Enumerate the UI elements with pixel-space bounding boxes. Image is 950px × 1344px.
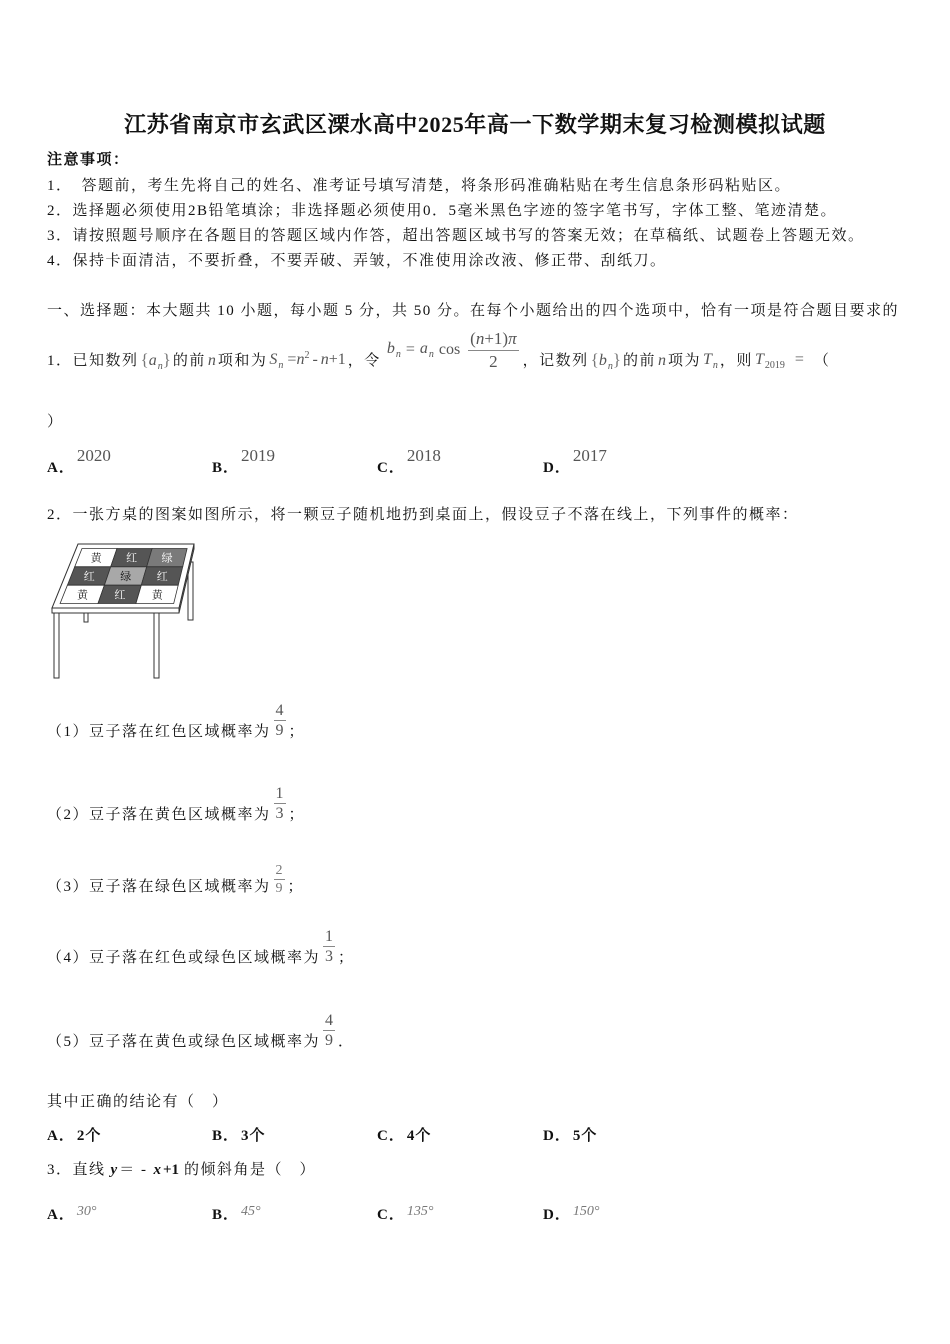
question-1-text-8: ，则	[719, 353, 753, 369]
option-value: 4个	[406, 1128, 432, 1144]
statement-prefix: （5）	[47, 1034, 90, 1050]
sequence-b-subscript: n	[607, 360, 613, 372]
sum-expression	[287, 350, 345, 372]
equation-equals-minus: ＝ -	[119, 1162, 148, 1178]
right-brace: }	[162, 349, 171, 369]
sequence-a-base: a	[148, 351, 157, 369]
exam-title: 江苏省南京市玄武区溧水高中2025年高一下数学期末复习检测模拟试题	[124, 112, 826, 137]
option-value: 2个	[76, 1128, 102, 1144]
fraction-denominator: 3	[325, 947, 334, 965]
a-n-term	[420, 339, 434, 361]
t-2019-term	[755, 350, 804, 372]
variable-x: x	[153, 1162, 161, 1178]
question-2-options	[0, 1126, 950, 1146]
statement-2	[47, 784, 306, 825]
notice-item-3: 3．请按照题号顺序在各题目的答题区域内作答，超出答题区域书写的答案无效；在草稿纸、试题卷上答题无效。	[47, 228, 865, 244]
option-value: 135°	[406, 1204, 434, 1219]
fraction-numerator: 1	[325, 927, 334, 945]
question-3-text-1: 直线	[72, 1162, 106, 1178]
option-value: 3个	[241, 1128, 266, 1144]
option-label: A．	[47, 1207, 75, 1223]
table-cell-label: 红	[83, 571, 95, 583]
fraction-denominator: 2	[489, 351, 498, 371]
option-label: C．	[377, 1128, 405, 1144]
t-2019-base: T	[754, 351, 764, 368]
square-table-figure	[47, 540, 207, 685]
sequence-b-notation	[591, 350, 621, 373]
b-subscript: n	[395, 349, 401, 360]
table-cell-label: 绿	[161, 552, 173, 565]
option-label: C．	[377, 1207, 405, 1223]
table-cell-label: 红	[156, 571, 168, 583]
q2-option-c[interactable]	[377, 1126, 431, 1146]
q3-option-a[interactable]	[47, 1205, 96, 1226]
right-brace: }	[612, 349, 621, 369]
fraction-denominator: 9	[325, 1031, 334, 1049]
option-value: 2018	[406, 446, 441, 465]
question-1-text-7: 项为	[668, 353, 702, 369]
section-1-heading: 一、选择题：本大题共 10 小题，每小题 5 分，共 50 分。在每个小题给出的四个选项中，恰有一项是符合题目要求的	[47, 303, 900, 319]
statement-text: 豆子落在黄色区域概率为	[89, 807, 271, 823]
expr-exponent: 2	[304, 350, 310, 361]
option-value: 2019	[241, 446, 276, 465]
fraction-denominator: 3	[275, 804, 284, 822]
statement-3	[47, 862, 305, 897]
statement-1	[47, 701, 306, 742]
statement-prefix: （3）	[47, 879, 90, 895]
num-open-paren: (	[470, 328, 476, 348]
answer-close-paren: ）	[47, 414, 64, 430]
question-2-conclusion: 其中正确的结论有（ ）	[47, 1094, 229, 1110]
option-label: B．	[212, 1128, 240, 1144]
fraction-numerator: 4	[325, 1011, 334, 1029]
expr-rest: +1	[328, 351, 346, 368]
question-1-stem	[47, 328, 831, 372]
notice-item-1: 1． 答题前，考生先将自己的姓名、准考证号填写清楚，将条形码准确粘贴在考生信息条形码粘贴区。	[47, 178, 792, 194]
variable-y: y	[110, 1162, 118, 1178]
b-n-definition	[385, 329, 519, 372]
option-value: 2017	[572, 446, 607, 465]
fraction-denominator: 9	[275, 721, 284, 739]
notice-item-2: 2．选择题必须使用2B铅笔填涂；非选择题必须使用0．5毫米黑色字迹的签字笔书写，字体工整、笔迹清楚。	[47, 203, 838, 219]
question-1-number: 1．	[47, 353, 73, 369]
statement-end: ；	[338, 950, 355, 966]
option-label: A．	[47, 1128, 75, 1144]
expr-n: n	[296, 351, 305, 368]
t-2019-equals: =	[794, 351, 804, 368]
fraction-numerator: 2	[275, 862, 283, 878]
option-label: C．	[377, 460, 405, 476]
b-base: b	[386, 340, 395, 357]
variable-n: n	[207, 352, 216, 369]
question-1-options	[0, 446, 950, 477]
question-1-text-1: 已知数列	[72, 353, 139, 369]
question-1-text-4: ，令	[347, 353, 381, 369]
question-1-text-5: ，记数列	[522, 353, 589, 369]
question-1-text-2: 的前	[172, 353, 206, 369]
b-def-equals: =	[405, 341, 415, 358]
b-n-term	[387, 339, 401, 361]
left-brace: {	[590, 349, 599, 369]
variable-n-2: n	[658, 352, 666, 369]
q2-option-b[interactable]	[212, 1126, 266, 1146]
sum-t-n	[703, 350, 718, 372]
option-label: D．	[543, 460, 571, 476]
notice-heading: 注意事项：	[47, 152, 130, 168]
sum-t-subscript: n	[712, 360, 718, 371]
q1-option-b[interactable]	[212, 446, 276, 478]
q2-option-a[interactable]	[47, 1126, 101, 1146]
q3-option-d[interactable]	[543, 1205, 599, 1226]
table-cell-label: 绿	[120, 571, 132, 583]
option-label: D．	[543, 1207, 571, 1223]
option-value: 45°	[241, 1204, 261, 1219]
option-label: D．	[543, 1128, 571, 1144]
statement-5	[47, 1011, 355, 1052]
table-top-grid	[60, 549, 187, 604]
question-2-text: 一张方桌的图案如图所示，将一颗豆子随机地扔到桌面上，假设豆子不落在线上，下列事件的概率：	[72, 507, 799, 523]
question-3-text-2: 的倾斜角是（ ）	[184, 1162, 317, 1178]
q1-option-c[interactable]	[377, 446, 441, 478]
probability-fraction	[323, 928, 335, 965]
q3-option-b[interactable]	[212, 1205, 261, 1226]
question-2-stem	[47, 505, 799, 525]
fraction-numerator	[468, 329, 518, 351]
num-pi: π	[508, 328, 517, 348]
table-cell-label: 黄	[151, 589, 163, 602]
statement-prefix: （4）	[47, 950, 90, 966]
table-cell-label: 红	[126, 552, 138, 565]
option-value: 2020	[76, 446, 111, 465]
answer-open-paren: （	[813, 353, 831, 369]
sequence-a-subscript: n	[157, 360, 163, 372]
table-front-edge	[52, 608, 179, 613]
sum-t-base: T	[703, 351, 712, 368]
probability-fraction	[274, 863, 285, 896]
question-3-options	[0, 1205, 950, 1225]
fraction-denominator: 9	[275, 880, 283, 896]
statement-text: 豆子落在红色或绿色区域概率为	[89, 950, 321, 966]
statement-text: 豆子落在黄色或绿色区域概率为	[89, 1034, 321, 1050]
sum-s-subscript: n	[278, 360, 284, 371]
option-label: B．	[212, 460, 240, 476]
statement-end: ；	[287, 879, 305, 895]
statement-prefix: （1）	[47, 724, 90, 740]
equals-sign: =	[287, 351, 297, 368]
question-1-text-6: 的前	[622, 353, 656, 369]
t-2019-subscript: 2019	[764, 360, 785, 371]
notice-item-4: 4．保持卡面清洁，不要折叠，不要弄破、弄皱，不准使用涂改液、修正带、刮纸刀。	[47, 253, 667, 269]
statement-text: 豆子落在绿色区域概率为	[89, 879, 271, 895]
q2-option-d[interactable]	[543, 1126, 597, 1146]
option-label: B．	[212, 1207, 240, 1223]
option-value: 150°	[572, 1204, 600, 1219]
num-var-n: n	[475, 328, 485, 348]
left-brace: {	[140, 349, 149, 369]
table-cell-label: 黄	[77, 589, 88, 602]
question-3-number: 3．	[47, 1162, 73, 1178]
sequence-b-base: b	[598, 351, 607, 369]
statement-end: ；	[288, 724, 306, 740]
sequence-a-notation	[141, 350, 171, 373]
probability-fraction	[323, 1012, 335, 1049]
a-subscript: n	[428, 349, 434, 360]
table-cell-label: 黄	[90, 552, 102, 565]
probability-fraction	[274, 702, 286, 739]
q1-option-a[interactable]	[47, 446, 111, 478]
probability-fraction	[274, 785, 286, 822]
sum-s-n	[269, 350, 283, 372]
table-leg-front-right	[154, 612, 159, 678]
question-3-stem	[47, 1160, 316, 1180]
cos-argument-fraction	[468, 329, 518, 372]
fraction-numerator: 1	[275, 784, 284, 802]
statement-text: 豆子落在红色区域概率为	[89, 724, 271, 740]
num-plus-one: +1)	[484, 328, 509, 348]
q1-option-d[interactable]	[543, 446, 607, 478]
statement-end: ；	[288, 807, 306, 823]
expr-n-2: n	[320, 351, 329, 368]
cos-function: cos	[438, 341, 461, 358]
option-label: A．	[47, 460, 75, 476]
option-value: 30°	[76, 1204, 97, 1219]
question-2-number: 2．	[47, 507, 73, 523]
table-leg-front-left	[54, 612, 59, 678]
a-base: a	[419, 340, 428, 357]
equation-rest: +1	[162, 1162, 180, 1178]
question-1-text-3: 项和为	[217, 353, 268, 369]
statement-4	[47, 927, 355, 968]
sum-s-base: S	[269, 351, 278, 368]
q3-option-c[interactable]	[377, 1205, 433, 1226]
table-cell-label: 红	[114, 589, 126, 602]
statement-end: ．	[338, 1034, 355, 1050]
statement-prefix: （2）	[47, 807, 90, 823]
expr-minus: -	[312, 351, 318, 368]
fraction-numerator: 4	[275, 701, 284, 719]
option-value: 5个	[572, 1128, 598, 1144]
